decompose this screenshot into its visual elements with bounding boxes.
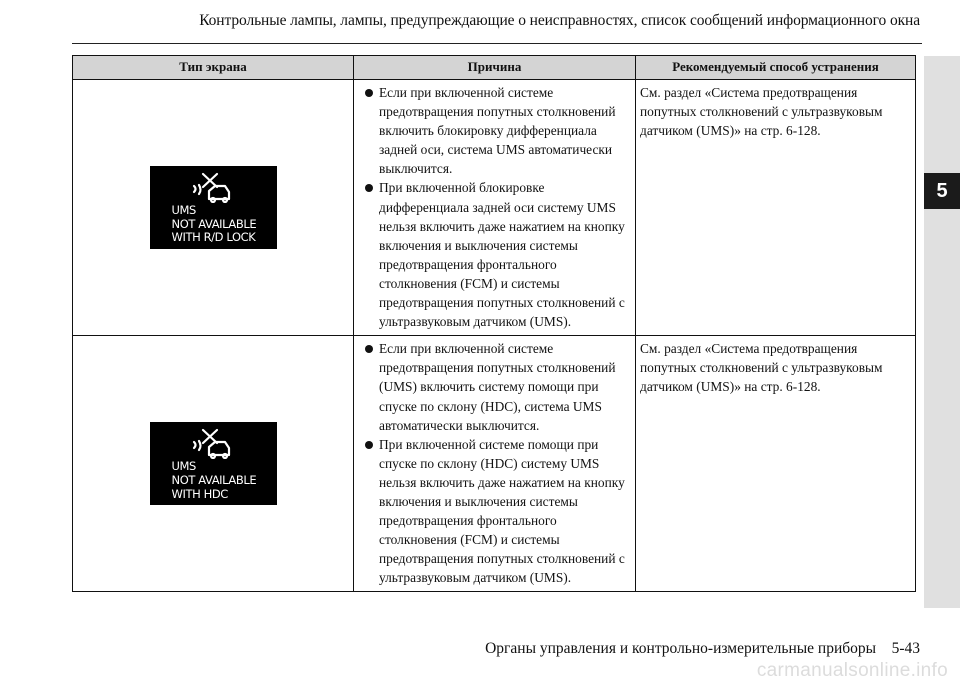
table-row [73, 336, 916, 592]
watermark: carmanualsonline.info [756, 660, 948, 681]
screen-line-2: NOT AVAILABLE [171, 472, 257, 487]
header-divider [72, 43, 922, 44]
page-footer [320, 640, 920, 658]
display-screen-image [150, 422, 277, 505]
chapter-side-strip [924, 56, 960, 608]
screen-line-2: NOT AVAILABLE [171, 216, 257, 231]
cause-item: При включенной системе помощи при спуске по склону (HDC) систему UMS нельзя включить даже нажатием на кнопку включения и выключения системы предотвращения фронтального столкновения (FCM) и системы предотвращения попутных столкновений с ультразвуковым датчиком (UMS). [358, 435, 631, 588]
column-header-screen-type: Тип экрана [73, 56, 354, 80]
table-header-row [73, 56, 916, 80]
cause-cell [354, 336, 636, 592]
screen-cell [73, 336, 354, 592]
table-row [73, 80, 916, 336]
cause-item: Если при включенной системе предотвращения попутных столкновений (UMS) включить систему помощи при спуске по склону (HDC), система UMS автоматически выключится. [358, 339, 631, 434]
ums-warning-icon [190, 171, 232, 203]
screen-line-1: UMS [171, 459, 196, 474]
display-screen-image [150, 166, 277, 249]
remedy-cell: См. раздел «Система предотвращения попутных столкновений с ультразвуковым датчиком (UMS)» на стр. 6-128. [636, 80, 916, 336]
chapter-tab: 5 [924, 173, 960, 209]
cause-item: Если при включенной системе предотвращения попутных столкновений включить блокировку дифференциала задней оси, система UMS автоматически выключится. [358, 83, 631, 178]
screen-line-3: WITH R/D LOCK [171, 230, 256, 245]
screen-line-3: WITH HDC [171, 486, 228, 501]
page-number: 5-43 [891, 640, 920, 657]
screen-cell [73, 80, 354, 336]
ums-warning-icon [190, 427, 232, 459]
screen-line-1: UMS [171, 203, 196, 218]
cause-cell [354, 80, 636, 336]
cause-item: При включенной блокировке дифференциала задней оси систему UMS нельзя включить даже нажатием на кнопку включения и выключения системы предотвращения фронтального столкновения (FCM) и системы предотвращения попутных столкновений с ультразвуковым датчиком (UMS). [358, 178, 631, 331]
page-header: Контрольные лампы, лампы, предупреждающие о неисправностях, список сообщений информационного окна [199, 12, 920, 29]
footer-section-title: Органы управления и контрольно-измерительные приборы [485, 640, 877, 657]
messages-table [72, 55, 916, 592]
column-header-cause: Причина [354, 56, 636, 80]
column-header-remedy: Рекомендуемый способ устранения [636, 56, 916, 80]
remedy-cell: См. раздел «Система предотвращения попутных столкновений с ультразвуковым датчиком (UMS)» на стр. 6-128. [636, 336, 916, 592]
